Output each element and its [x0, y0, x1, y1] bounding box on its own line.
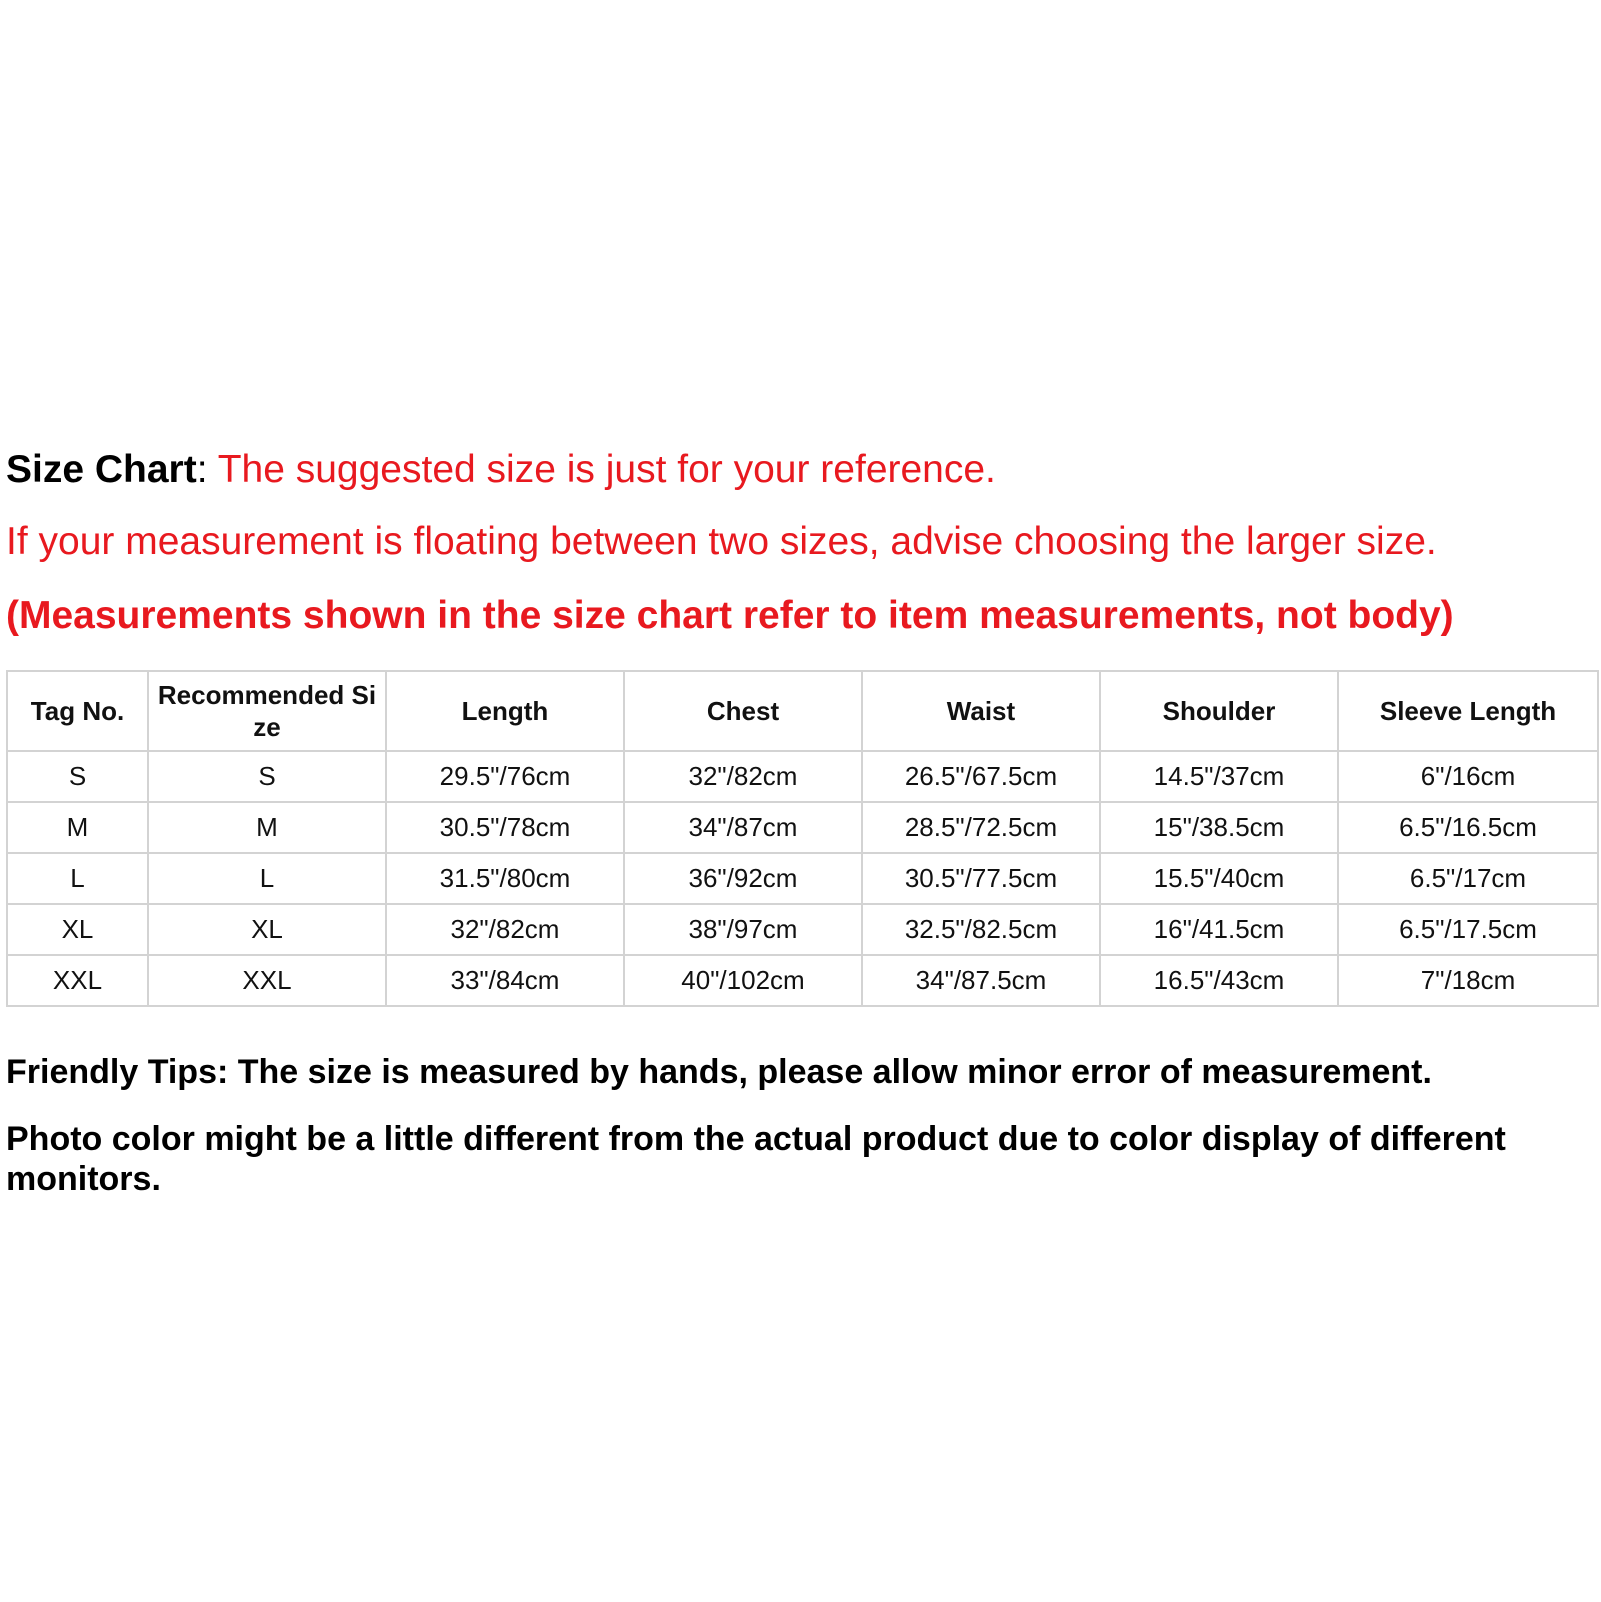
header-tag-no: Tag No.: [7, 671, 148, 751]
cell-chest: 36"/92cm: [624, 853, 862, 904]
reference-message: The suggested size is just for your reference.: [217, 448, 996, 491]
cell-chest: 34"/87cm: [624, 802, 862, 853]
cell-tag-no: S: [7, 751, 148, 802]
cell-waist: 34"/87.5cm: [862, 955, 1100, 1006]
header-shoulder: Shoulder: [1100, 671, 1338, 751]
cell-recommended-size: S: [148, 751, 386, 802]
table-row: [7, 904, 1598, 955]
table-row: [7, 751, 1598, 802]
cell-tag-no: L: [7, 853, 148, 904]
friendly-tips: Friendly Tips: The size is measured by hands, please allow minor error of measurement.: [6, 1053, 1432, 1091]
cell-tag-no: M: [7, 802, 148, 853]
size-chart-label: Size Chart: [6, 448, 197, 491]
cell-shoulder: 14.5"/37cm: [1100, 751, 1338, 802]
photo-color-note: Photo color might be a little different from the actual product due to color display of different monitors.: [6, 1120, 1506, 1198]
cell-shoulder: 15"/38.5cm: [1100, 802, 1338, 853]
cell-shoulder: 16.5"/43cm: [1100, 955, 1338, 1006]
cell-chest: 32"/82cm: [624, 751, 862, 802]
cell-recommended-size: L: [148, 853, 386, 904]
cell-length: 33"/84cm: [386, 955, 624, 1006]
size-table-container: [6, 670, 1597, 1007]
cell-chest: 40"/102cm: [624, 955, 862, 1006]
heading-colon: :: [196, 448, 218, 491]
header-recommended-size: Recommended Size: [148, 671, 386, 751]
cell-sleeve-length: 7"/18cm: [1338, 955, 1598, 1006]
table-row: [7, 853, 1598, 904]
measurement-note: (Measurements shown in the size chart refer to item measurements, not body): [6, 594, 1454, 637]
cell-tag-no: XL: [7, 904, 148, 955]
cell-sleeve-length: 6"/16cm: [1338, 751, 1598, 802]
cell-waist: 32.5"/82.5cm: [862, 904, 1100, 955]
cell-waist: 30.5"/77.5cm: [862, 853, 1100, 904]
cell-shoulder: 16"/41.5cm: [1100, 904, 1338, 955]
cell-length: 29.5"/76cm: [386, 751, 624, 802]
cell-shoulder: 15.5"/40cm: [1100, 853, 1338, 904]
size-advice: If your measurement is floating between two sizes, advise choosing the larger size.: [6, 520, 1437, 563]
header-waist: Waist: [862, 671, 1100, 751]
table-row: [7, 955, 1598, 1006]
header-sleeve-length: Sleeve Length: [1338, 671, 1598, 751]
cell-sleeve-length: 6.5"/17cm: [1338, 853, 1598, 904]
cell-chest: 38"/97cm: [624, 904, 862, 955]
table-header-row: [7, 671, 1598, 751]
size-chart-heading: [6, 446, 996, 494]
cell-waist: 28.5"/72.5cm: [862, 802, 1100, 853]
cell-tag-no: XXL: [7, 955, 148, 1006]
cell-length: 32"/82cm: [386, 904, 624, 955]
header-chest: Chest: [624, 671, 862, 751]
cell-recommended-size: M: [148, 802, 386, 853]
cell-recommended-size: XL: [148, 904, 386, 955]
size-table: [6, 670, 1599, 1007]
table-row: [7, 802, 1598, 853]
cell-length: 30.5"/78cm: [386, 802, 624, 853]
cell-waist: 26.5"/67.5cm: [862, 751, 1100, 802]
cell-recommended-size: XXL: [148, 955, 386, 1006]
header-length: Length: [386, 671, 624, 751]
cell-sleeve-length: 6.5"/16.5cm: [1338, 802, 1598, 853]
cell-length: 31.5"/80cm: [386, 853, 624, 904]
cell-sleeve-length: 6.5"/17.5cm: [1338, 904, 1598, 955]
